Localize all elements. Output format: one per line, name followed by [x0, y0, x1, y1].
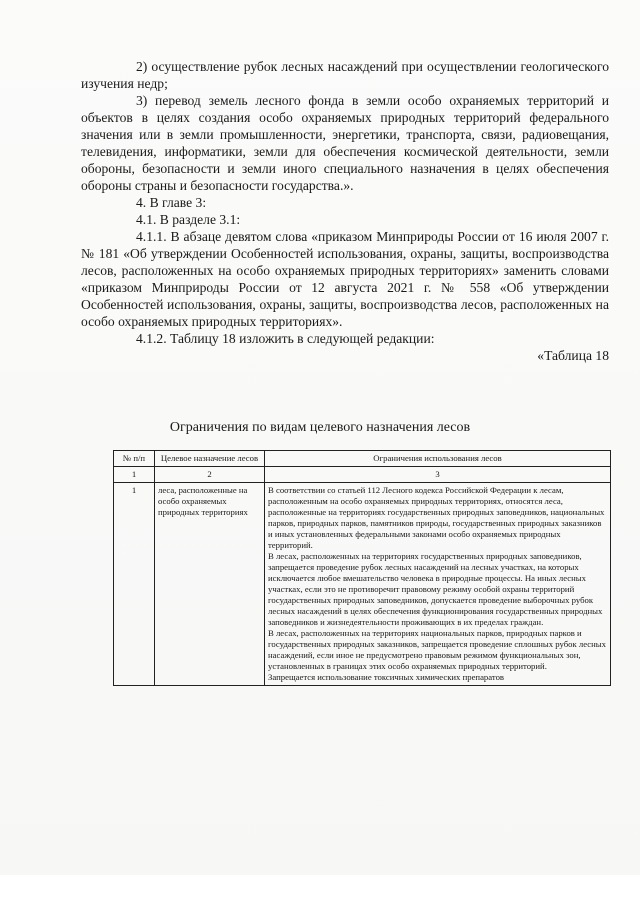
restriction-paragraph: В лесах, расположенных на территориях государственных природных заповедников, запрещается проведение рубок лесных насаждений на лесных участках, на которых исключается любое вмешательство человека в природные процессы. На иных лесных участках, если это не противоречит правовому режиму особой охраны территорий государственных природных заповедников, допускается проведение выборочных рубок лесных насаждений в целях обеспечения функционирования государственных природных заповедников и жизнедеятельности проживающих в их пределах граждан.: [268, 551, 603, 627]
paragraph-4-1-1: 4.1.1. В абзаце девятом слова «приказом Минприроды России от 16 июля 2007 г. № 181 «Об утверждении Особенностей использования, охраны, защиты, воспроизводства лесов, расположенных на особо охраняемых природных территориях» заменить словами «приказом Минприроды России от 12 августа 2021 г. № 558 «Об утверждении Особенностей использования, охраны, защиты, воспроизводства лесов, расположенных на особо охраняемых природных территориях».: [81, 229, 609, 329]
table-header-row: [114, 451, 611, 467]
restriction-paragraph: Запрещается использование токсичных химических препаратов: [268, 672, 505, 682]
column-number-2: 2: [155, 467, 265, 483]
row-restrictions: [265, 483, 611, 686]
body-text: [81, 58, 609, 364]
restrictions-table: [113, 450, 611, 686]
row-purpose: леса, расположенные на особо охраняемых природных территориях: [155, 483, 265, 686]
table-row: [114, 483, 611, 686]
restriction-paragraph: В лесах, расположенных на территориях национальных парков, природных парков и государственных природных заказников, запрещается проведение сплошных рубок лесных насаждений, если иное не предусмотрено правовым режимом функциональных зон, установленных в границах этих особо охраняемых природных территорий.: [268, 628, 606, 671]
column-number-1: 1: [114, 467, 155, 483]
header-number: № п/п: [114, 451, 155, 467]
paragraph-section-3-1: 4.1. В разделе 3.1:: [136, 212, 241, 227]
header-restrictions: Ограничения использования лесов: [265, 451, 611, 467]
paragraph-item-3: 3) перевод земель лесного фонда в земли особо охраняемых территорий и объектов в целях создания особо охраняемых природных территорий федерального значения или в земли промышленности, энергетики, транспорта, связи, радиовещания, телевидения, информатики, земли для обеспечения космической деятельности, земли обороны, безопасности и земли иного специального назначения в целях обеспечения обороны страны и безопасности государства.».: [81, 93, 609, 193]
table-label: «Таблица 18: [537, 348, 609, 363]
paragraph-chapter-3: 4. В главе 3:: [136, 195, 207, 210]
restriction-paragraph: В соответствии со статьей 112 Лесного кодекса Российской Федерации к лесам, расположенным на особо охраняемых природных территориях, относятся леса, расположенные на территориях государственных природных заповедников, национальных парков, природных парков, памятников природы, государственных природных заказников и иных установленных федеральными законами особо охраняемых природных территорий.: [268, 485, 605, 550]
paragraph-4-1-2: 4.1.2. Таблицу 18 изложить в следующей редакции:: [136, 331, 435, 346]
column-number-3: 3: [265, 467, 611, 483]
row-number: 1: [114, 483, 155, 686]
paragraph-item-2: 2) осуществление рубок лесных насаждений при осуществлении геологического изучения недр;: [81, 59, 609, 91]
table-title: Ограничения по видам целевого назначения лесов: [169, 420, 471, 435]
table-column-numbers-row: [114, 467, 611, 483]
header-purpose: Целевое назначение лесов: [155, 451, 265, 467]
page-bottom-margin: [0, 875, 640, 905]
